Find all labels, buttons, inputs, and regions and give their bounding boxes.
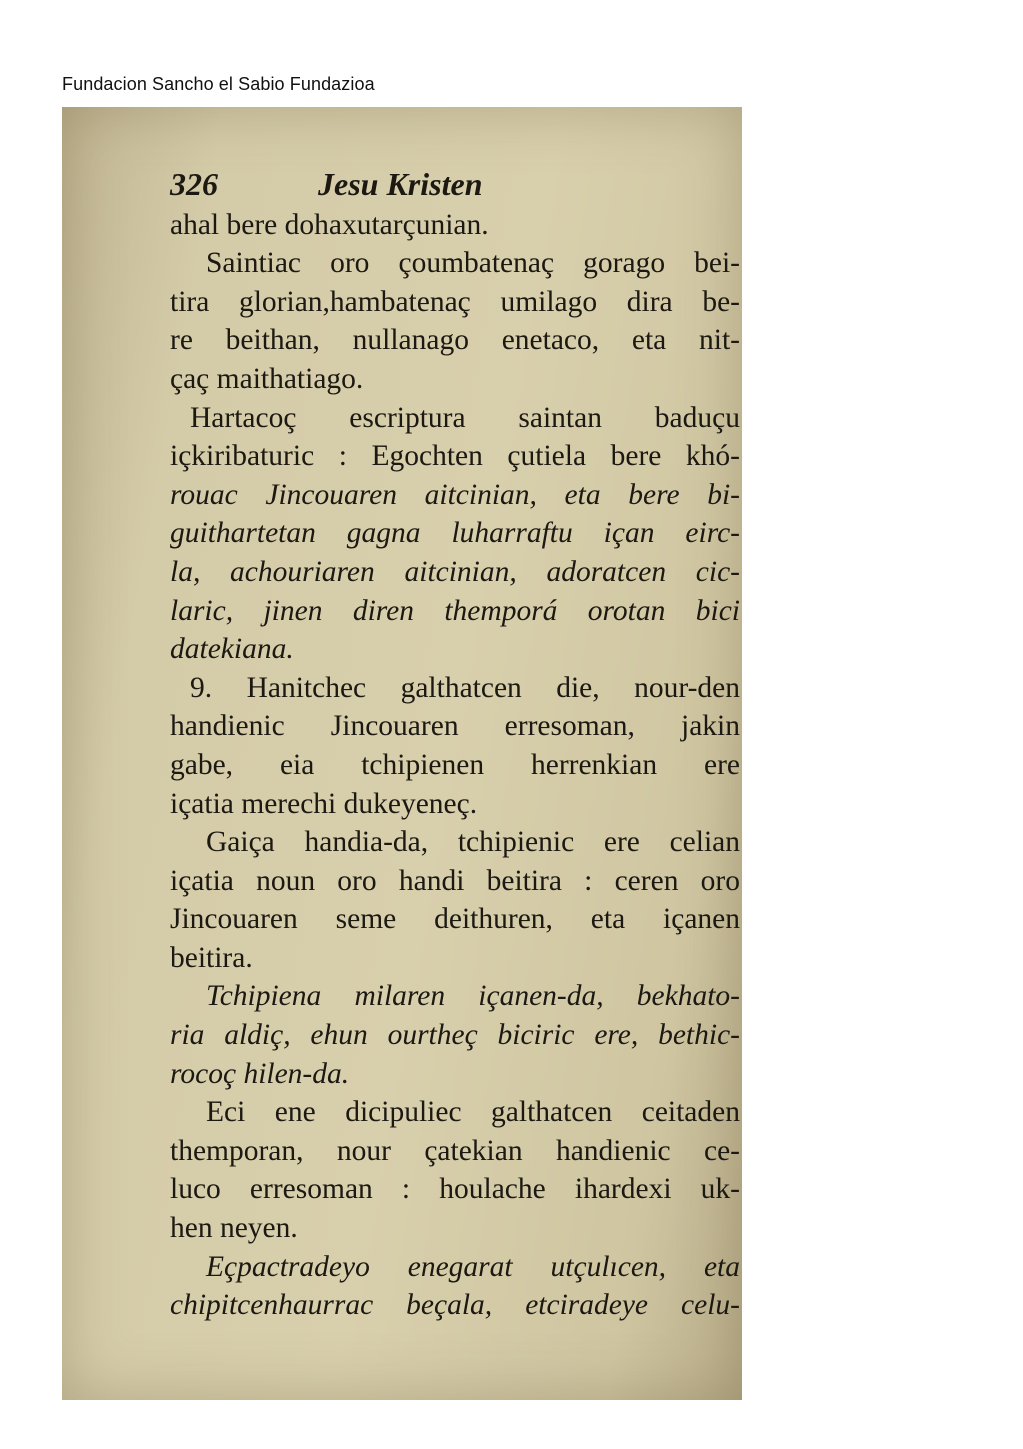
- running-title: Jesu Kristen: [318, 166, 483, 202]
- text-line: laric, jinen diren themporá orotan bici: [170, 594, 740, 627]
- text-line: chipitcenhaurrac beçala, etciradeye celu-: [170, 1289, 740, 1322]
- archive-source-header: Fundacion Sancho el Sabio Fundazioa: [62, 74, 375, 94]
- page-number: 326: [170, 166, 218, 202]
- text-line: çaç maithatiago.: [170, 362, 364, 395]
- text-line: Tchipiena milaren içanen-da, bekhato-: [206, 980, 740, 1013]
- text-line: handienic Jincouaren erresoman, jakin: [170, 710, 740, 743]
- text-line: rocoç hilen-da.: [170, 1057, 350, 1090]
- text-line: Eçpactradeyo enegarat utçulıcen, eta: [206, 1250, 740, 1283]
- text-line: Gaiça handia-da, tchipienic ere celian: [206, 826, 740, 859]
- text-line: themporan, nour çatekian handienic ce-: [170, 1134, 740, 1167]
- running-head: [170, 165, 740, 204]
- scanned-page: [62, 107, 742, 1400]
- text-lines: [170, 206, 740, 1325]
- text-line: Saintiac oro çoumbatenaç gorago bei-: [206, 247, 740, 280]
- text-line: hen neyen.: [170, 1212, 298, 1245]
- text-line: rouac Jincouaren aitcinian, eta bere bi-: [170, 478, 740, 511]
- text-line: içkiribaturic : Egochten çutiela bere khó-: [170, 440, 740, 473]
- text-line: 9. Hanitchec galthatcen die, nour-den: [190, 671, 740, 704]
- text-line: re beithan, nullanago enetaco, eta nit-: [170, 324, 740, 357]
- text-line: içatia merechi dukeyeneç.: [170, 787, 478, 820]
- text-line: Hartacoç escriptura saintan baduçu: [190, 401, 740, 434]
- text-line: Eci ene dicipuliec galthatcen ceitaden: [206, 1096, 740, 1129]
- page-text-block: [170, 165, 740, 1325]
- text-line: beitira.: [170, 941, 253, 974]
- text-line: datekiana.: [170, 633, 294, 666]
- text-line: tira glorian,hambatenaç umilago dira be-: [170, 285, 740, 318]
- text-line: la, achouriaren aitcinian, adoratcen cic-: [170, 555, 740, 588]
- text-line: luco erresoman : houlache ihardexi uk-: [170, 1173, 740, 1206]
- text-line: ria aldiç, ehun ourtheç biciric ere, bethic-: [170, 1019, 740, 1052]
- text-line: ahal bere dohaxutarçunian.: [170, 208, 489, 241]
- text-line: gabe, eia tchipienen herrenkian ere: [170, 748, 740, 781]
- text-line: Jincouaren seme deithuren, eta içanen: [170, 903, 740, 936]
- text-line: içatia noun oro handi beitira : ceren oro: [170, 864, 740, 897]
- text-line: guithartetan gagna luharraftu içan eirc-: [170, 517, 740, 550]
